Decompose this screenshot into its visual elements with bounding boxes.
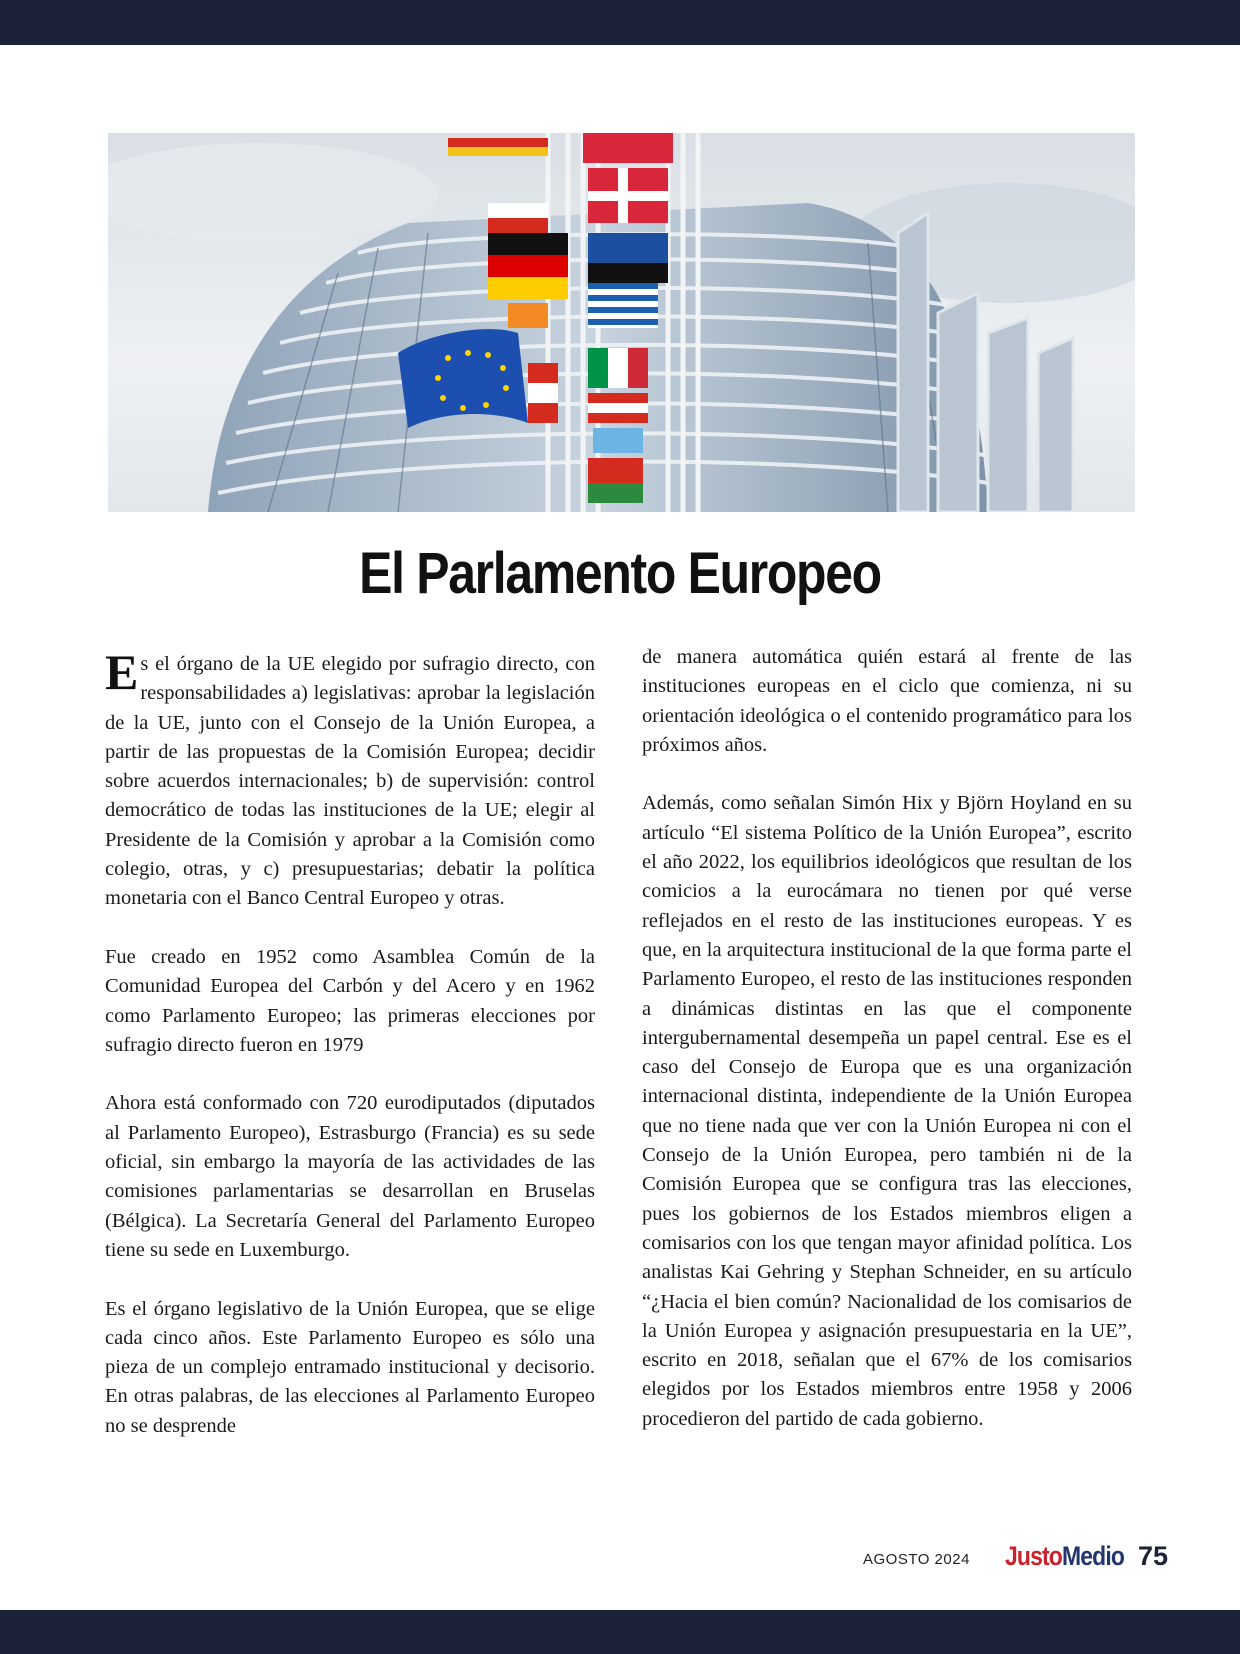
drop-cap: E <box>105 644 139 700</box>
european-parliament-photo-icon <box>108 133 1135 512</box>
article-left-column <box>105 644 595 1470</box>
paragraph: Es el órgano legislativo de la Unión Europea, que se elige cada cinco años. Este Parlamento Europeo es sólo una pieza de un complejo entramado institucional y decisorio. En otras palabras, de las elecciones al Parlamento Europeo no se desprende <box>105 1297 595 1437</box>
issue-date: AGOSTO 2024 <box>862 1550 970 1568</box>
logo-part-justo: Justo <box>1004 1540 1062 1571</box>
article-right-column <box>642 643 1132 1463</box>
bottom-bar <box>0 1610 1240 1654</box>
paragraph: Fue creado en 1952 como Asamblea Común de la Comunidad Europea del Carbón y del Acero y en 1962 como Parlamento Europeo; las primeras elecciones por sufragio directo fueron en 1979 <box>105 945 595 1056</box>
page-title: El Parlamento Europeo <box>359 541 881 606</box>
paragraph: de manera automática quién estará al frente de las instituciones europeas en el ciclo que comienza, ni su orientación ideológica o el contenido programático para los próximos años. <box>642 646 1132 756</box>
paragraph-text: s el órgano de la UE elegido por sufragio directo, con responsabilidades a) legislativas: aprobar la legislación de la UE, junto con el Consejo de la Unión Europea, a partir de las propuestas de la Comisión Europea; decidir sobre acuerdos internacionales; b) de supervisión: control democrático de todas las instituciones de la UE; elegir al Presidente de la Comisión y aprobar a la Comisión como colegio, otras, y c) presupuestarias; debatir la política monetaria con el Banco Central Europeo y otras. <box>105 653 595 910</box>
paragraph: Además, como señalan Simón Hix y Björn Hoyland en su artículo “El sistema Político de la Unión Europea”, escrito el año 2022, los equilibrios ideológicos que resultan de los comicios a la eurocámara no tienen por qué verse reflejados en el resto de las instituciones europeas. Y es que, en la arquitectura institucional de la que forma parte el Parlamento Europeo, el resto de las instituciones responden a dinámicas distintas en las que el componente intergubernamental desempeña un papel central. Ese es el caso del Consejo de Europa que es una organización internacional distinta, independiente de la Unión Europea que no tiene nada que ver con la Unión Europea ni con el Consejo de la Unión Europea, pero también ni de la Comisión Europea que se configura tras las elecciones, pues los gobiernos de los Estados miembros eligen a comisarios con los que tengan mayor afinidad política. Los analistas Kai Gehring y Stephan Schneider, en su artículo “¿Hacia el bien común? Nacionalidad de los comisarios de la Unión Europea y asignación presupuestaria en la UE”, escrito en 2018, señalan que el 67% de los comisarios elegidos por los Estados miembros entre 1958 y 2006 procedieron del partido de cada gobierno. <box>642 792 1132 1430</box>
magazine-logo <box>1005 1541 1124 1572</box>
paragraph <box>105 644 595 914</box>
page-footer <box>863 1538 1168 1574</box>
top-bar <box>0 0 1240 45</box>
page-number: 75 <box>1137 1540 1168 1571</box>
logo-part-medio: Medio <box>1061 1540 1124 1571</box>
paragraph: Ahora está conformado con 720 eurodiputados (diputados al Parlamento Europeo), Estrasburgo (Francia) es su sede oficial, sin embargo la mayoría de las actividades de las comisiones parlamentarias se desarrollan en Bruselas (Bélgica). La Secretaría General del Parlamento Europeo tiene su sede en Luxemburgo. <box>105 1092 595 1261</box>
hero-image <box>108 133 1135 512</box>
